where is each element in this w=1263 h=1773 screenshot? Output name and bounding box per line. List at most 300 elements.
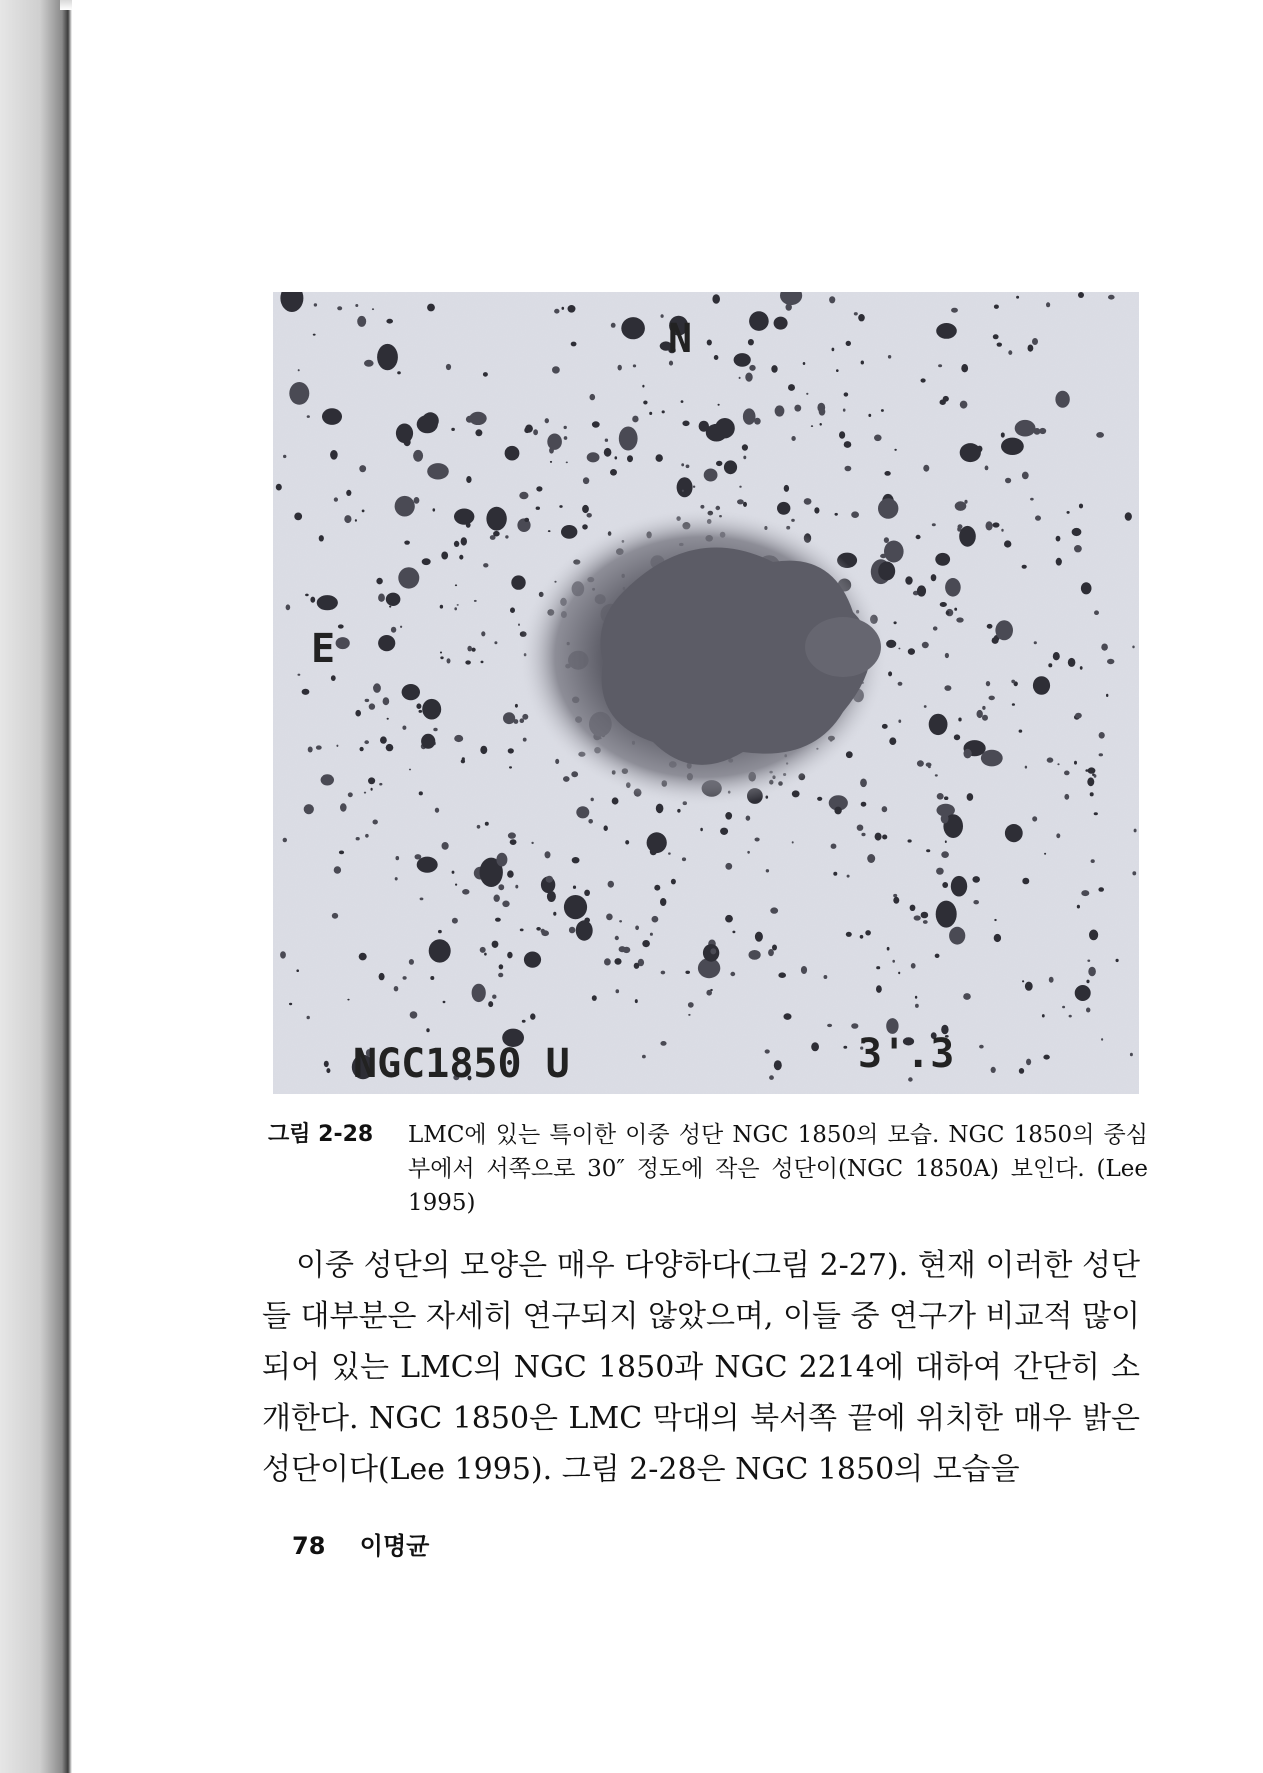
star	[718, 404, 720, 406]
star	[956, 617, 963, 622]
star	[475, 429, 482, 436]
star	[576, 806, 589, 818]
star	[324, 1061, 329, 1067]
star	[916, 535, 921, 539]
star	[867, 854, 875, 863]
star	[531, 842, 533, 844]
star	[843, 1046, 847, 1049]
star	[395, 496, 415, 517]
star	[843, 409, 846, 412]
star	[619, 946, 626, 952]
page-spine-edge	[0, 0, 72, 1773]
star	[732, 931, 735, 934]
star	[987, 624, 993, 629]
star	[326, 1068, 330, 1073]
star	[958, 718, 961, 722]
star	[747, 851, 750, 854]
star	[844, 441, 852, 448]
star	[967, 793, 974, 801]
star	[379, 973, 385, 980]
star	[451, 428, 455, 431]
star	[946, 611, 950, 615]
star	[608, 881, 614, 888]
star	[289, 382, 309, 405]
star	[395, 877, 398, 880]
star	[1030, 498, 1034, 501]
star	[441, 552, 448, 560]
star	[714, 355, 719, 360]
star	[606, 914, 613, 921]
star	[480, 947, 486, 953]
star	[582, 524, 588, 529]
star	[725, 812, 732, 820]
star	[894, 621, 897, 624]
star	[568, 305, 576, 313]
star	[559, 505, 562, 508]
star	[898, 720, 901, 723]
star	[854, 312, 858, 315]
star	[677, 809, 680, 813]
star	[710, 948, 716, 954]
star	[908, 1077, 913, 1081]
star	[836, 369, 839, 372]
star	[304, 804, 314, 814]
star	[706, 990, 712, 996]
star	[564, 895, 587, 919]
star	[547, 434, 562, 450]
star	[958, 524, 963, 529]
star	[911, 963, 916, 969]
star	[964, 749, 972, 759]
star	[944, 685, 951, 691]
star	[1004, 540, 1011, 547]
body-paragraph: 이중 성단의 모양은 매우 다양하다(그림 2-27). 현재 이러한 성단들 대부분은 자세히 연구되지 않았으며, 이들 중 연구가 비교적 많이 되어 있는 LMC의 NGC 1850과 NGC 2214에 대하여 간단히 소개한다. NGC 1850은 LMC 막대의 북서쪽 끝에 위치한 매우 밝은 성단이다(Lee 1995). 그림 2-28은 NGC 1850의 모습을	[262, 1248, 1140, 1487]
star	[819, 408, 826, 416]
star	[725, 863, 732, 870]
star	[851, 511, 859, 518]
star	[550, 461, 552, 463]
star	[494, 641, 497, 644]
star	[518, 624, 520, 626]
star	[494, 895, 500, 902]
star	[359, 953, 367, 961]
star	[397, 371, 401, 374]
star	[376, 578, 382, 585]
north-label: N	[668, 316, 693, 362]
star	[1008, 350, 1012, 355]
star	[700, 828, 703, 831]
star	[933, 626, 938, 630]
star	[440, 605, 443, 609]
star	[1034, 641, 1037, 644]
star	[936, 323, 957, 339]
star	[686, 465, 690, 469]
star	[561, 525, 577, 539]
star	[344, 515, 351, 523]
star	[681, 400, 684, 403]
star	[467, 646, 472, 652]
star	[791, 519, 795, 522]
star	[378, 635, 395, 651]
star	[480, 746, 487, 754]
star	[817, 797, 822, 801]
star	[908, 839, 912, 842]
star	[788, 384, 795, 391]
star	[1032, 816, 1037, 821]
star	[1089, 930, 1098, 941]
star	[725, 915, 733, 923]
star	[633, 364, 636, 367]
star	[533, 429, 538, 435]
star-field-image	[273, 292, 1139, 1094]
star	[734, 353, 751, 367]
star	[1074, 761, 1077, 765]
star	[340, 803, 347, 811]
star	[931, 574, 937, 581]
star	[878, 562, 895, 581]
star	[452, 918, 458, 924]
star	[454, 541, 459, 547]
star	[386, 744, 394, 751]
star	[605, 439, 608, 442]
star	[604, 825, 608, 831]
star	[286, 604, 291, 610]
star	[652, 916, 659, 923]
star	[898, 682, 903, 686]
star	[430, 976, 434, 980]
star	[413, 450, 423, 462]
star	[346, 490, 351, 496]
star	[649, 412, 652, 415]
star	[994, 934, 1001, 942]
star	[1053, 652, 1060, 660]
star	[483, 372, 488, 377]
star	[391, 627, 396, 633]
star	[951, 876, 967, 897]
star	[360, 747, 364, 751]
star	[861, 833, 865, 836]
star	[755, 932, 763, 942]
star	[289, 1003, 292, 1005]
star	[334, 866, 341, 874]
star	[682, 421, 689, 427]
star	[765, 1049, 770, 1053]
star	[466, 476, 471, 483]
star	[483, 563, 488, 567]
star	[915, 996, 917, 999]
star	[1025, 982, 1033, 991]
star	[438, 930, 442, 933]
star	[355, 304, 358, 307]
star	[365, 834, 369, 838]
star	[298, 369, 300, 371]
star	[945, 653, 949, 658]
star	[402, 726, 406, 730]
star	[355, 710, 361, 717]
star	[440, 656, 443, 659]
star	[283, 455, 286, 458]
star	[319, 535, 324, 541]
star	[588, 819, 593, 824]
star	[1096, 432, 1104, 438]
star	[995, 620, 1013, 640]
star	[882, 806, 888, 812]
star	[618, 365, 622, 371]
star	[1077, 905, 1080, 909]
star	[730, 972, 735, 976]
star	[520, 929, 524, 932]
star	[584, 918, 590, 923]
star	[937, 793, 944, 800]
star	[1132, 646, 1134, 649]
star	[1022, 980, 1024, 982]
star	[803, 362, 806, 365]
star	[991, 1067, 996, 1073]
star	[811, 1042, 819, 1051]
star	[592, 995, 597, 1001]
star	[1101, 644, 1108, 651]
star	[337, 306, 342, 310]
star	[427, 463, 449, 479]
star	[1132, 871, 1136, 875]
star	[322, 408, 342, 425]
star	[979, 1045, 984, 1049]
star	[305, 594, 309, 597]
star	[656, 804, 664, 814]
star	[884, 537, 889, 543]
star	[520, 718, 525, 723]
star	[1005, 478, 1011, 484]
star	[749, 311, 769, 331]
star	[394, 986, 399, 991]
star	[1101, 1038, 1103, 1041]
star	[398, 567, 419, 588]
star	[474, 600, 477, 602]
star	[571, 342, 577, 347]
star	[1072, 528, 1082, 536]
star	[1025, 766, 1027, 769]
star	[876, 985, 882, 993]
star	[1056, 833, 1060, 838]
star	[833, 872, 837, 876]
star	[331, 675, 336, 681]
star	[553, 912, 556, 916]
star	[886, 640, 896, 648]
star	[960, 443, 981, 462]
star	[898, 972, 900, 975]
star	[770, 907, 778, 913]
star	[314, 303, 317, 306]
star	[945, 840, 947, 843]
star	[310, 597, 315, 603]
star	[846, 751, 853, 758]
star	[1099, 732, 1105, 739]
ngc1850-star-cluster-image	[273, 292, 1139, 1094]
star	[276, 484, 282, 491]
star	[938, 364, 942, 367]
star	[994, 305, 999, 309]
star	[878, 498, 898, 519]
star	[1094, 812, 1098, 815]
star	[846, 341, 851, 346]
star	[307, 1016, 310, 1020]
star	[858, 314, 865, 321]
star	[298, 674, 301, 676]
star	[749, 950, 761, 960]
star	[1130, 1053, 1133, 1057]
star	[1087, 960, 1090, 962]
star	[792, 790, 800, 797]
star	[515, 885, 518, 889]
star	[505, 535, 508, 538]
star	[1086, 980, 1089, 984]
star	[860, 779, 867, 788]
star	[552, 366, 560, 373]
star	[404, 541, 410, 545]
star	[685, 971, 690, 974]
star	[647, 832, 667, 853]
star	[377, 344, 398, 370]
star	[604, 958, 611, 965]
star	[454, 509, 474, 525]
star	[621, 317, 645, 339]
star	[926, 763, 932, 767]
star	[454, 607, 457, 610]
star	[396, 856, 400, 860]
star	[737, 499, 744, 504]
star	[742, 444, 748, 450]
star	[362, 510, 365, 513]
star	[1075, 713, 1082, 719]
star	[420, 898, 424, 901]
star	[915, 1004, 919, 1008]
star	[1005, 824, 1023, 842]
star	[1069, 1015, 1072, 1018]
star	[452, 871, 455, 874]
star	[935, 954, 940, 958]
star	[806, 393, 808, 395]
star	[555, 759, 559, 764]
star	[926, 849, 930, 852]
star	[829, 296, 835, 303]
star	[548, 530, 551, 532]
star	[519, 492, 528, 500]
star	[357, 316, 366, 327]
star	[484, 953, 487, 956]
star	[820, 423, 822, 426]
star	[1094, 774, 1097, 778]
star	[914, 915, 921, 920]
star	[650, 933, 653, 936]
star	[908, 648, 915, 655]
star	[917, 585, 926, 596]
star	[743, 408, 756, 424]
star	[508, 832, 516, 838]
star	[419, 791, 423, 795]
star	[369, 703, 375, 709]
star	[321, 774, 334, 785]
star	[924, 705, 927, 708]
star	[378, 594, 385, 602]
star	[1068, 658, 1076, 667]
star	[1026, 1059, 1031, 1066]
star	[804, 498, 812, 505]
star	[1125, 512, 1132, 521]
star	[715, 418, 735, 438]
star	[960, 401, 968, 409]
star	[371, 788, 373, 791]
star	[834, 807, 841, 815]
star	[881, 409, 884, 412]
star	[313, 334, 316, 336]
star	[446, 364, 451, 370]
star	[280, 951, 286, 958]
star	[347, 999, 349, 1001]
star	[587, 513, 592, 518]
star	[502, 901, 509, 908]
star	[865, 930, 871, 935]
star	[416, 703, 421, 709]
star	[488, 1001, 493, 1007]
star	[422, 699, 441, 720]
star	[587, 452, 600, 462]
star	[364, 792, 366, 794]
star	[1062, 1006, 1065, 1009]
star	[422, 558, 431, 565]
star	[1106, 694, 1108, 697]
star	[373, 686, 375, 688]
star	[611, 323, 616, 328]
star	[455, 584, 457, 586]
page-number: 78	[292, 1532, 326, 1560]
star	[775, 405, 785, 416]
star	[951, 308, 958, 313]
star	[880, 554, 886, 558]
star	[724, 460, 737, 474]
star	[380, 736, 387, 743]
star	[1087, 777, 1094, 786]
star	[1081, 890, 1089, 896]
star	[338, 624, 344, 628]
star	[746, 816, 751, 821]
star	[941, 814, 949, 824]
star	[1035, 515, 1041, 520]
star	[635, 999, 638, 1003]
star	[1067, 511, 1070, 514]
author-name: 이명균	[359, 1532, 430, 1560]
star	[1064, 794, 1069, 800]
star	[619, 427, 638, 451]
star	[466, 522, 471, 528]
star	[507, 952, 512, 959]
star	[493, 531, 500, 537]
star	[507, 870, 514, 877]
star	[355, 519, 357, 522]
star	[514, 719, 519, 724]
star	[1088, 767, 1096, 773]
star	[749, 365, 755, 371]
star	[917, 760, 924, 766]
star	[1080, 666, 1083, 670]
star	[634, 963, 640, 969]
star	[888, 671, 892, 676]
star	[845, 466, 852, 472]
page-footer	[292, 1526, 429, 1561]
star	[387, 718, 389, 720]
star	[429, 939, 451, 962]
star	[592, 421, 600, 427]
star	[997, 343, 1002, 347]
